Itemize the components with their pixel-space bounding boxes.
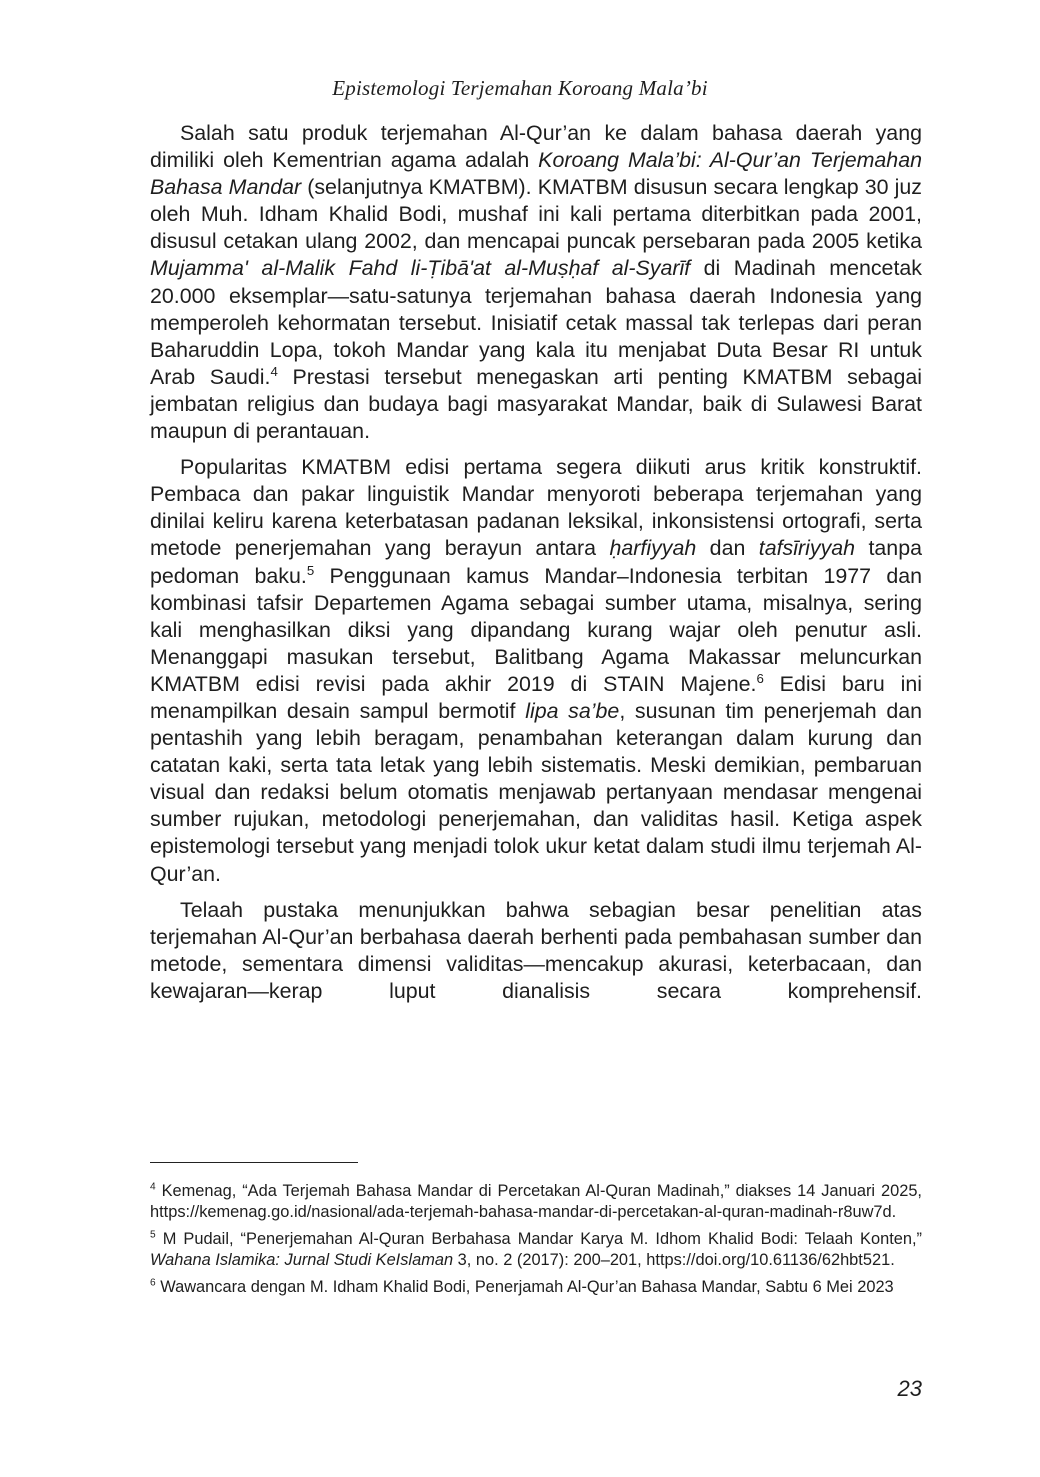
footnotes [150,1181,922,1304]
paragraph-3: Telaah pustaka menunjukkan bahwa sebagian besar penelitian atas terjemahan Al-Qur’an berbahasa daerah berhenti pada pembahasan sumber dan metode, sementara dimensi validitas—mencakup akurasi, keterbacaan, dan kewajaran—kerap luput dianalisis secara komprehensif. [150,897,922,1003]
footnote-4: $^4$ Kemenag, “Ada Terjemah Bahasa Mandar di Percetakan Al-Quran Madinah,” diakses 14 Januari 2025, https://kemenag.go.id/nasional/ada-terjemah-bahasa-mandar-di-percetakan-al-quran-madinah-r8uw7d. [150,1181,922,1221]
footnote-ref: 6 [756,670,764,686]
paragraph-2: Popularitas KMATBM edisi pertama segera diikuti arus kritik konstruktif. Pembaca dan pakar linguistik Mandar menyoroti beberapa terjemahan yang dinilai keliru karena keterbatasan padanan leksikal, inkonsistensi ortografi, serta metode penerjemahan yang berayun antara ḥarfiyyah dan tafsīriyyah tanpa pedoman baku.$^5$ Penggunaan kamus Mandar–Indonesia terbitan 1977 dan kombinasi tafsir Departemen Agama sebagai sumber utama, misalnya, sering kali menghasilkan diksi yang dipandang kurang wajar oleh penutur asli. Menanggapi masukan tersebut, Balitbang Agama Makassar meluncurkan KMATBM edisi revisi pada akhir 2019 di STAIN Majene.$^6$ Edisi baru ini menampilkan desain sampul bermotif lipa sa’be, susunan tim penerjemah dan pentashih yang lebih beragam, penambahan keterangan dalam kurung dan catatan kaki, serta tata letak yang lebih sistematis. Meski demikian, pembaruan visual dan redaksi belum otomatis menjawab pertanyaan mendasar mengenai sumber rujukan, metodologi penerjemahan, dan validitas hasil. Ketiga aspek epistemologi tersebut yang menjadi tolok ukur ketat dalam studi ilmu terjemah Al-Qur’an. [150,455,923,886]
footnote-ref: 5 [306,562,315,578]
running-header: Epistemologi Terjemahan Koroang Mala’bi [332,76,708,100]
page-number: 23 [897,1376,922,1401]
paragraph-1: Salah satu produk terjemahan Al-Qur’an ke dalam bahasa daerah yang dimiliki oleh Kementrian agama adalah Koroang Mala’bi: Al-Qur’an Terjemahan Bahasa Mandar (selanjutnya KMATBM). KMATBM disusun secara lengkap 30 juz oleh Muh. Idham Khalid Bodi, mushaf ini kali pertama diterbitkan pada 2001, disusul cetakan ulang 2002, dan mencapai puncak persebaran pada 2005 ketika Mujamma' al-Malik Fahd li-Ṭibā'at al-Muṣḥaf al-Syarīf di Madinah mencetak 20.000 eksemplar—satu-satunya terjemahan bahasa daerah Indonesia yang memperoleh kehormatan tersebut. Inisiatif cetak massal tak terlepas dari peran Baharuddin Lopa, tokoh Mandar yang kala itu menjabat Duta Besar RI untuk Arab Saudi.$^4$ Prestasi tersebut menegaskan arti penting KMATBM sebagai jembatan religius dan budaya bagi masyarakat Mandar, baik di Sulawesi Barat maupun di perantauan. [150,121,923,444]
footnote-6: $^6$ Wawancara dengan M. Idham Khalid Bodi, Penerjamah Al-Qur’an Bahasa Mandar, Sabtu 6 Mei 2023 [150,1277,894,1296]
footnote-ref: 4 [270,363,278,379]
body-text [150,120,922,1014]
footnote-divider [150,1162,358,1163]
footnote-5: $^5$ M Pudail, “Penerjemahan Al-Quran Berbahasa Mandar Karya M. Idhom Khalid Bodi: Telaah Konten,” Wahana Islamika: Jurnal Studi KeIslaman 3, no. 2 (2017): 200–201, https://doi.org/10.61136/62hbt521. [150,1229,922,1269]
